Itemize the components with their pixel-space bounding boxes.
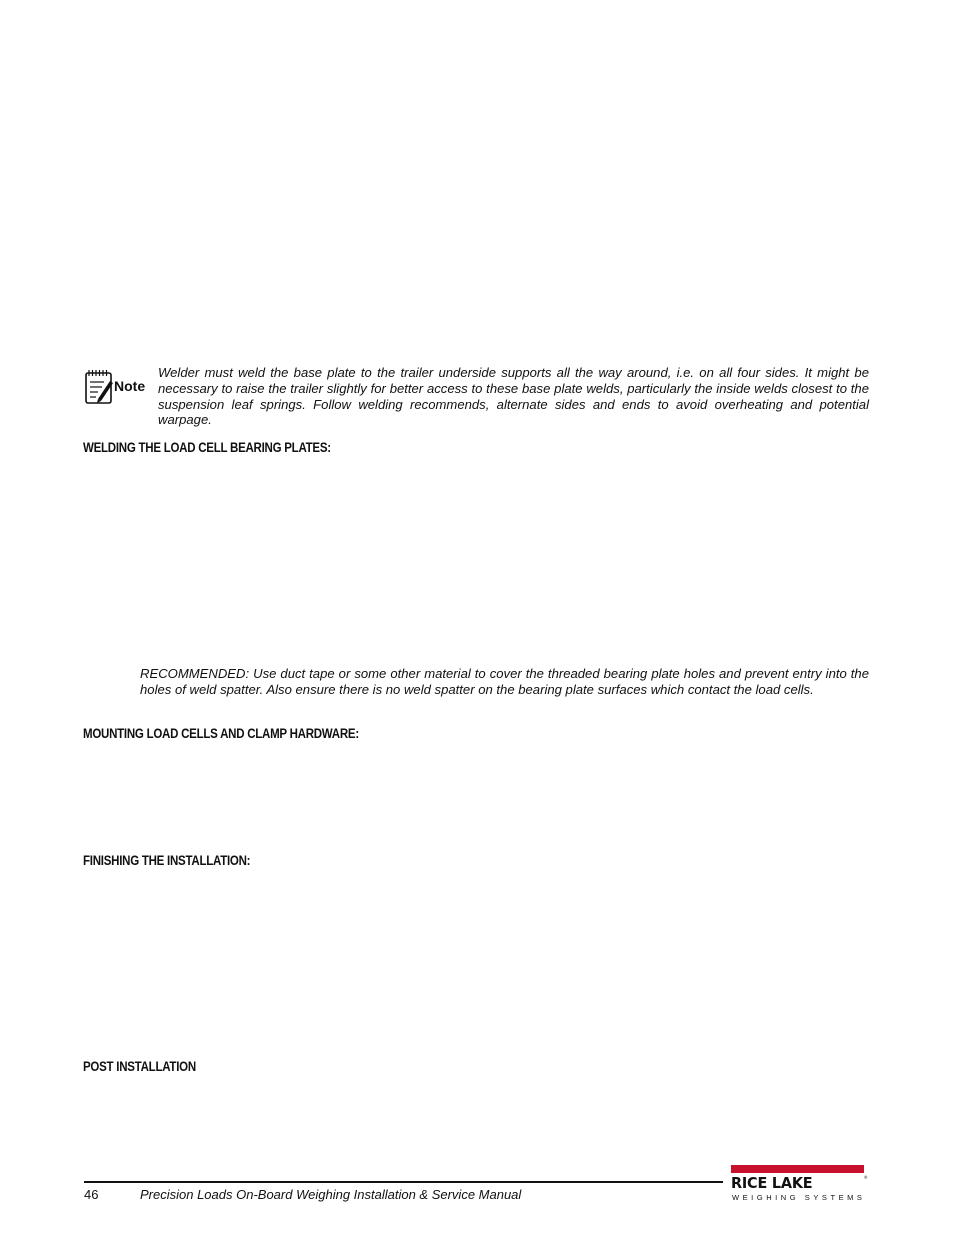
registered-mark: ®: [864, 1175, 868, 1180]
heading-welding-bearing-plates: WELDING THE LOAD CELL BEARING PLATES:: [83, 440, 331, 455]
logo-name: RICE LAKE: [731, 1174, 813, 1192]
heading-mounting-load-cells: MOUNTING LOAD CELLS AND CLAMP HARDWARE:: [83, 726, 359, 741]
recommended-text: RECOMMENDED: Use duct tape or some other material to cover the threaded bearing plate holes and prevent entry into the holes of weld spatter. Also ensure there is no weld spatter on the bearing plate surfaces which contact the load cells.: [140, 666, 869, 697]
page-number: 46: [84, 1187, 99, 1202]
manual-title: Precision Loads On-Board Weighing Installation & Service Manual: [140, 1187, 522, 1202]
logo-subtitle: WEIGHING SYSTEMS: [732, 1193, 866, 1202]
heading-post-installation: POST INSTALLATION: [83, 1059, 196, 1074]
note-text: Welder must weld the base plate to the trailer underside supports all the way around, i.e. on all four sides. It might be necessary to raise the trailer slightly for better access to these base plate welds, particularly the inside welds closest to the suspension leaf springs. Follow welding recommends, alternate sides and ends to avoid overheating and potential warpage.: [158, 365, 869, 428]
note-icon: [84, 368, 152, 406]
rice-lake-logo: [731, 1165, 868, 1205]
footer-rule: [84, 1181, 723, 1183]
note-icon-label: Note: [114, 378, 146, 394]
logo-red-bar: [731, 1165, 864, 1173]
heading-finishing-installation: FINISHING THE INSTALLATION:: [83, 853, 251, 868]
